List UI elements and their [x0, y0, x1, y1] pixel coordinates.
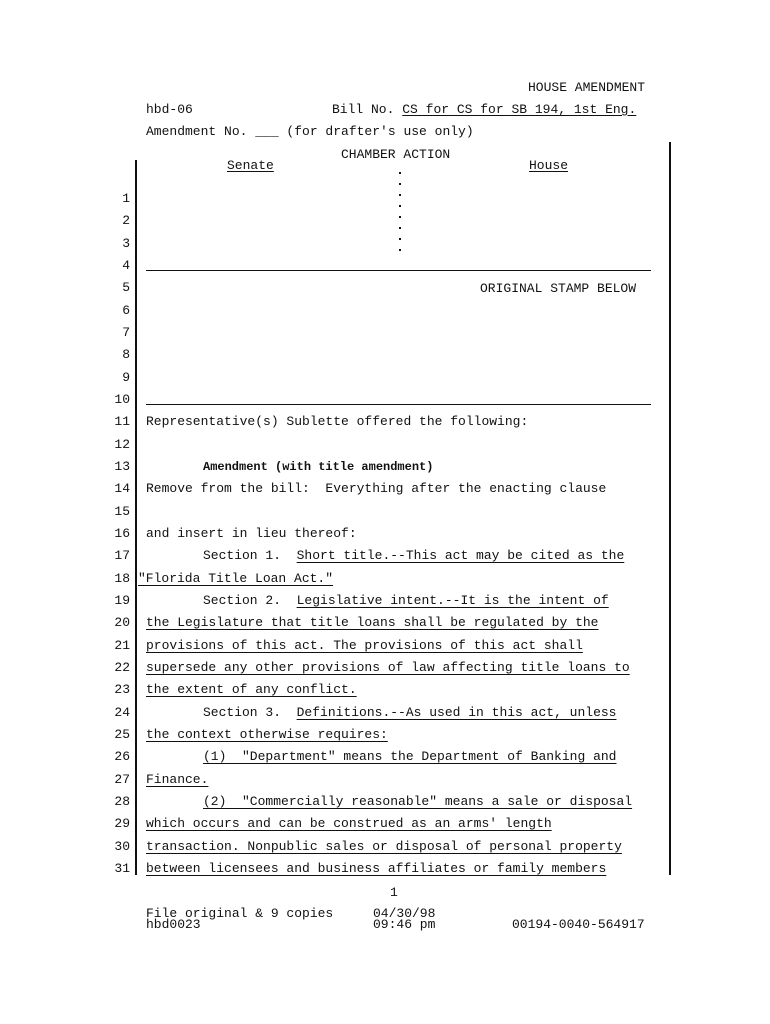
document-line — [0, 478, 770, 500]
line-text — [203, 791, 632, 813]
line-number: 3 — [122, 235, 130, 251]
line-text — [146, 411, 528, 433]
line-number: 27 — [114, 771, 130, 787]
document-line — [0, 344, 770, 366]
bill-prefix: Bill No. — [332, 102, 395, 117]
stamp-label: ORIGINAL STAMP BELOW — [480, 281, 637, 296]
plain-text: Section 2. — [203, 592, 297, 608]
line-text — [146, 679, 357, 701]
line-text — [146, 724, 388, 746]
document-line — [0, 769, 770, 791]
underlined-text: the Legislature that title loans shall be regulated by the — [146, 615, 599, 631]
underlined-text: Legislative intent.--It is the intent of — [296, 592, 609, 608]
document-line — [0, 746, 770, 768]
document-line — [0, 545, 770, 567]
footer-file-code: hbd0023 — [146, 917, 201, 932]
document-line — [0, 523, 770, 545]
line-text — [146, 858, 606, 880]
line-number: 31 — [114, 860, 130, 876]
document-line — [0, 679, 770, 701]
underlined-text: Short title.--This act may be cited as the — [296, 548, 625, 564]
senate-label: Senate — [227, 158, 274, 173]
document-line — [0, 724, 770, 746]
document-line — [0, 568, 770, 590]
underlined-text: (2) "Commercially reasonable" means a sale or disposal — [203, 793, 633, 809]
document-line — [0, 590, 770, 612]
amendment-type: HOUSE AMENDMENT — [528, 80, 646, 95]
line-number: 20 — [114, 615, 130, 631]
line-number: 14 — [114, 481, 130, 497]
page-number: 1 — [390, 885, 398, 900]
line-number: 30 — [114, 838, 130, 854]
plain-text: Section 1. — [203, 548, 297, 564]
footer-date: 04/30/98 — [373, 906, 436, 921]
line-number: 8 — [122, 347, 130, 363]
line-number: 25 — [114, 726, 130, 742]
line-number: 6 — [122, 302, 130, 318]
line-number: 26 — [114, 749, 130, 765]
line-number: 17 — [114, 548, 130, 564]
line-number: 5 — [122, 280, 130, 296]
line-number: 12 — [114, 436, 130, 452]
line-number: 13 — [114, 458, 130, 474]
line-text — [146, 836, 622, 858]
line-number: 15 — [114, 503, 130, 519]
document-line — [0, 612, 770, 634]
underlined-text: (1) "Department" means the Department of Banking and — [203, 749, 617, 765]
underlined-text: Finance. — [146, 771, 209, 787]
line-text — [138, 568, 333, 590]
underlined-text: the context otherwise requires: — [146, 726, 388, 742]
amendment-number: Amendment No. ___ (for drafter's use only) — [146, 124, 474, 139]
plain-text: and insert in lieu thereof: — [146, 525, 357, 541]
document-line — [0, 456, 770, 478]
line-number: 18 — [114, 570, 130, 586]
document-line — [0, 702, 770, 724]
line-number: 11 — [114, 414, 130, 430]
line-text — [146, 635, 583, 657]
document-line — [0, 501, 770, 523]
document-line — [0, 791, 770, 813]
document-line — [0, 858, 770, 880]
footer-time: 09:46 pm — [373, 917, 436, 932]
line-number: 16 — [114, 525, 130, 541]
line-number: 28 — [114, 793, 130, 809]
line-number: 19 — [114, 592, 130, 608]
line-text — [146, 657, 630, 679]
line-text — [146, 813, 552, 835]
document-line — [0, 635, 770, 657]
document-line — [0, 411, 770, 433]
line-text — [146, 769, 208, 791]
bold-heading: Amendment (with title amendment) — [203, 459, 434, 474]
line-text — [146, 612, 598, 634]
line-number: 1 — [122, 191, 130, 206]
document-line — [0, 367, 770, 389]
plain-text: Remove from the bill: Everything after the enacting clause — [146, 481, 607, 497]
chamber-action-heading: CHAMBER ACTION — [341, 147, 451, 162]
bill-number: CS for CS for SB 194, 1st Eng. — [402, 102, 637, 117]
underlined-text: transaction. Nonpublic sales or disposal of personal property — [146, 838, 622, 854]
plain-text: Representative(s) Sublette offered the following: — [146, 414, 529, 430]
footer-document-id: 00194-0040-564917 — [512, 917, 645, 932]
line-text — [203, 746, 616, 768]
document-code: hbd-06 — [146, 102, 193, 117]
document-line — [0, 255, 770, 277]
line-number: 9 — [122, 369, 130, 385]
underlined-text: Definitions.--As used in this act, unless — [296, 704, 617, 720]
house-label: House — [529, 158, 569, 173]
document-line — [0, 657, 770, 679]
underlined-text: provisions of this act. The provisions of this act shall — [146, 637, 583, 653]
underlined-text: which occurs and can be construed as an arms' length — [146, 816, 552, 832]
underlined-text: "Florida Title Loan Act." — [138, 570, 334, 586]
document-line — [0, 836, 770, 858]
underlined-text: between licensees and business affiliates or family members — [146, 860, 607, 876]
line-text — [203, 702, 616, 724]
document-line — [0, 210, 770, 232]
bill-label — [332, 102, 636, 117]
line-number: 22 — [114, 659, 130, 675]
underlined-text: the extent of any conflict. — [146, 682, 357, 698]
document-line — [0, 300, 770, 322]
document-line — [0, 277, 770, 299]
line-number: 4 — [122, 257, 130, 273]
footer-file-note: File original & 9 copies — [146, 906, 334, 921]
plain-text: Section 3. — [203, 704, 297, 720]
line-number: 29 — [114, 816, 130, 832]
line-text — [146, 478, 606, 500]
line-number: 7 — [122, 324, 130, 340]
document-line — [0, 233, 770, 255]
document-line — [0, 322, 770, 344]
document-line — [0, 389, 770, 411]
line-text — [203, 456, 433, 478]
line-number: 21 — [114, 637, 130, 653]
underlined-text: supersede any other provisions of law affecting title loans to — [146, 659, 630, 675]
line-number: 24 — [114, 704, 130, 720]
line-text — [203, 545, 624, 567]
line-number: 10 — [114, 391, 130, 407]
line-number: 23 — [114, 682, 130, 698]
document-line — [0, 188, 770, 210]
line-text — [146, 523, 357, 545]
line-text — [203, 590, 609, 612]
line-number: 2 — [122, 213, 130, 229]
document-line — [0, 434, 770, 456]
document-line — [0, 813, 770, 835]
